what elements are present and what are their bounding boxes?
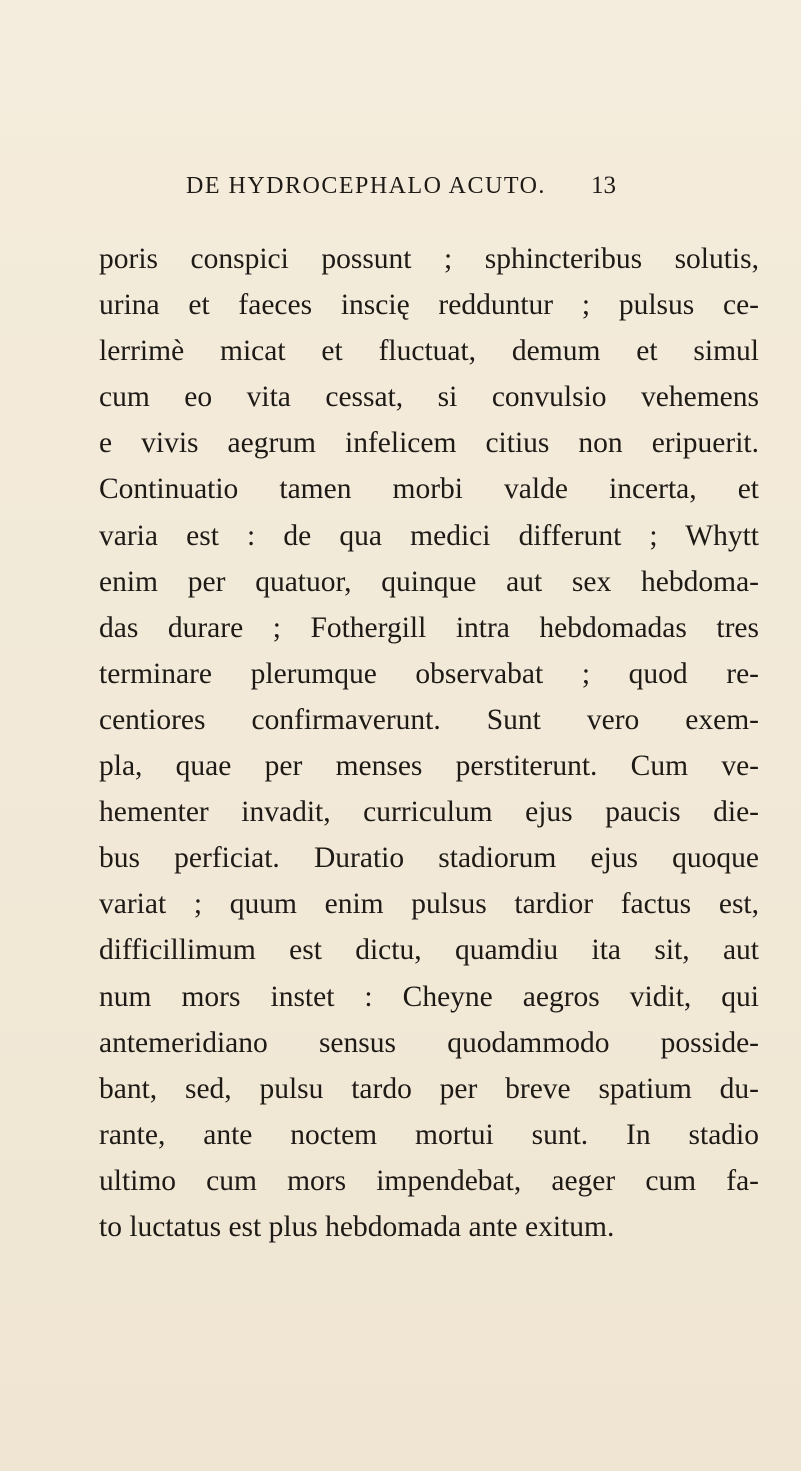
text-line: difficillimum est dictu, quamdiu ita sit, aut <box>99 934 759 967</box>
text-line: lerrimè micat et fluctuat, demum et simul <box>99 335 759 368</box>
text-line: terminare plerumque observabat ; quod re- <box>99 657 759 690</box>
text-line: enim per quatuor, quinque aut sex hebdoma- <box>99 565 759 598</box>
text-line: antemeridiano sensus quodammodo posside- <box>99 1026 759 1059</box>
text-line: bus perficiat. Duratio stadiorum ejus quoque <box>99 842 759 875</box>
text-line: num mors instet : Cheyne aegros vidit, qui <box>99 980 759 1013</box>
text-line: varia est : de qua medici differunt ; Whytt <box>99 519 759 552</box>
text-line: bant, sed, pulsu tardo per breve spatium du- <box>99 1072 759 1105</box>
text-line: poris conspici possunt ; sphincteribus solutis, <box>99 243 759 275</box>
text-line: das durare ; Fothergill intra hebdomadas tres <box>99 611 759 644</box>
text-line: centiores confirmaverunt. Sunt vero exem- <box>99 703 759 736</box>
text-line: cum eo vita cessat, si convulsio vehemens <box>99 381 759 414</box>
text-line: ultimo cum mors impendebat, aeger cum fa- <box>99 1164 759 1197</box>
text-line: rante, ante noctem mortui sunt. In stadio <box>99 1118 759 1151</box>
running-head: DE HYDROCEPHALO ACUTO. <box>186 173 546 199</box>
text-line: Continuatio tamen morbi valde incerta, et <box>99 473 759 506</box>
page-number: 13 <box>591 172 616 199</box>
body-text <box>99 236 759 1250</box>
text-line: pla, quae per menses perstiterunt. Cum ve- <box>99 750 759 783</box>
text-line: urina et faeces inscię redduntur ; pulsus ce- <box>99 289 759 322</box>
text-line: variat ; quum enim pulsus tardior factus est, <box>99 888 759 921</box>
text-line: to luctatus est plus hebdomada ante exitum. <box>99 1210 615 1243</box>
text-line: e vivis aegrum infelicem citius non eripuerit. <box>99 427 759 460</box>
text-line: hementer invadit, curriculum ejus paucis die- <box>99 796 759 829</box>
